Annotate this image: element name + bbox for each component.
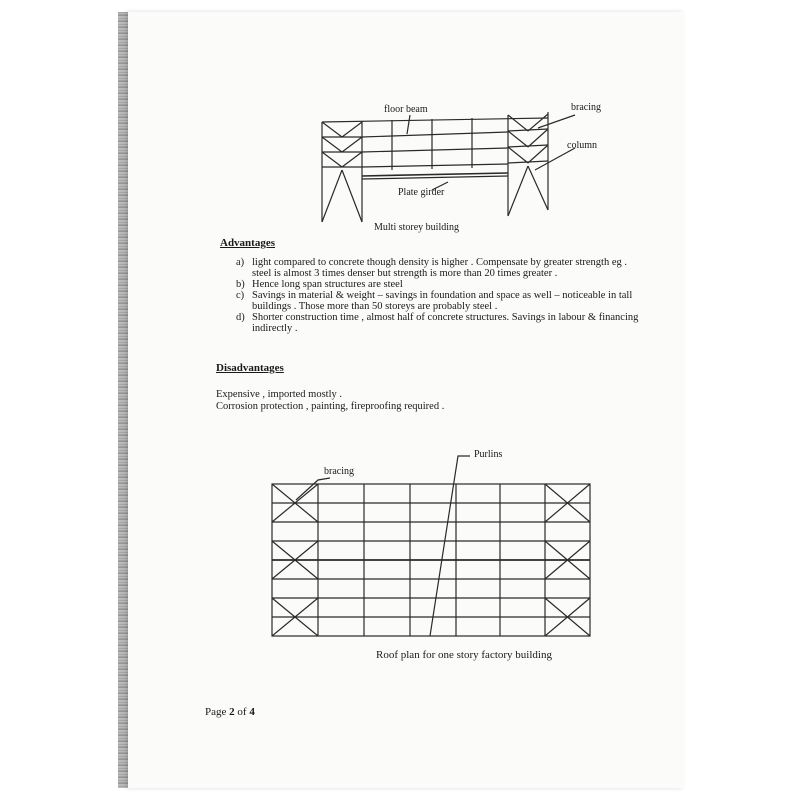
page-total: 4 bbox=[249, 706, 255, 718]
roof-bracing-label: bracing bbox=[324, 466, 354, 477]
disadvantage-line: Corrosion protection , painting, fireproofing required . bbox=[216, 401, 445, 412]
page-number bbox=[205, 706, 255, 718]
column-label: column bbox=[567, 140, 597, 151]
list-marker: c) bbox=[236, 290, 245, 301]
page-separator: of bbox=[234, 706, 250, 718]
list-marker: a) bbox=[236, 257, 245, 268]
page-prefix: Page bbox=[205, 706, 230, 718]
advantages-heading: Advantages bbox=[220, 237, 276, 249]
figure2-caption: Roof plan for one story factory building bbox=[376, 649, 552, 661]
purlins-label: Purlins bbox=[474, 449, 503, 460]
list-item-text: light compared to concrete though density is higher . Compensate by greater strength eg . steel is almost 3 times denser but strength is more than 20 times greater . bbox=[252, 257, 627, 279]
figure1-caption: Multi storey building bbox=[374, 222, 459, 233]
bracing-label: bracing bbox=[571, 102, 601, 113]
page-current: 2 bbox=[229, 706, 235, 718]
plate-girder-label: Plate girder bbox=[398, 187, 445, 198]
disadvantage-line: Expensive , imported mostly . bbox=[216, 389, 342, 400]
list-item-text: Shorter construction time , almost half of concrete structures. Savings in labour & financing indirectly . bbox=[252, 312, 639, 334]
list-marker: b) bbox=[236, 279, 245, 290]
list-marker: d) bbox=[236, 312, 245, 323]
disadvantages-heading: Disadvantages bbox=[216, 362, 284, 374]
list-item-text: Hence long span structures are steel bbox=[252, 279, 403, 290]
list-item-text: Savings in material & weight – savings in foundation and space as well – noticeable in tall buildings . Those more than 50 storeys are probably steel . bbox=[252, 290, 633, 312]
floor-beam-label: floor beam bbox=[384, 104, 428, 115]
